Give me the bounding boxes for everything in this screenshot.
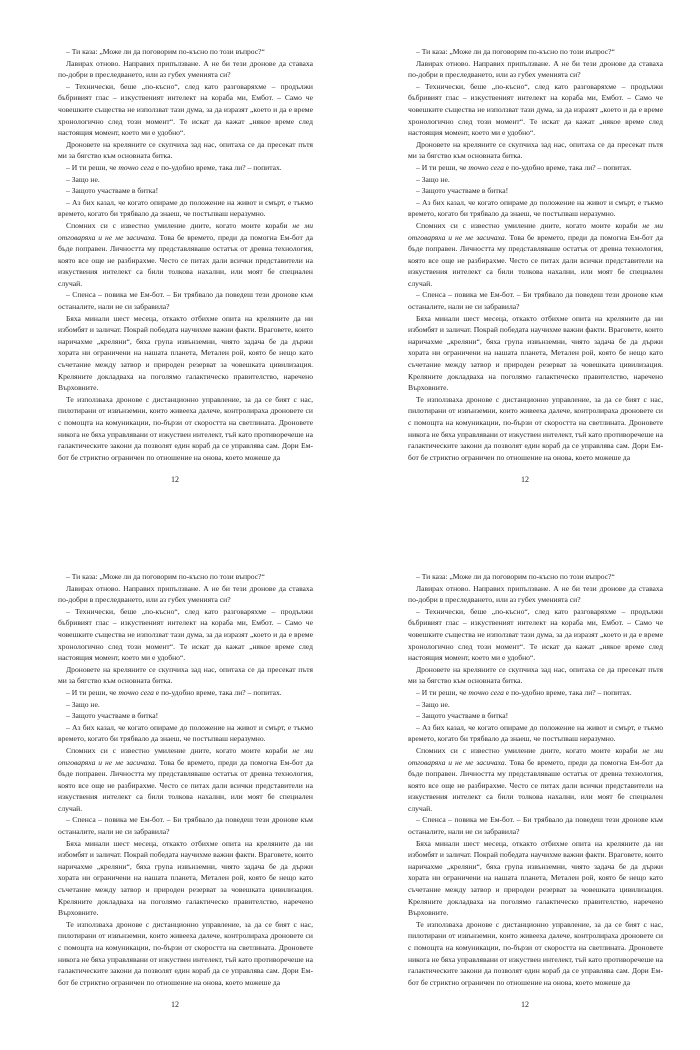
paragraph bbox=[58, 687, 313, 699]
text-run: – Ти каза: „Може ли да поговорим по-късно по този въпрос?“ bbox=[66, 47, 265, 56]
text-run: – Защо не. bbox=[66, 174, 100, 184]
text-run: Дроновете на креляните се скупчиха зад нас, опитаха се да пресекат пътя ми за бягство към основната битка. bbox=[408, 139, 663, 161]
italic-run: точно сега bbox=[468, 687, 504, 697]
text-run: Това бе времето, преди да помогна Ем-бот да бъде поправен. Личността му представляваше остатък от древна технология, която все още не разбирахме. Често се питах дали всички представители на изкуствения интелект са били толкова нахални, или моят бе специален случай. bbox=[408, 757, 663, 813]
paragraph bbox=[408, 606, 663, 664]
text-run: – Спенса – повика ме Ем-бот. – Би трябвало да поведеш тези дронове към останалите, нали не си забравила? bbox=[408, 290, 663, 312]
text-run: Дроновете на креляните се скупчиха зад нас, опитаха се да пресекат пътя ми за бягство към основната битка. bbox=[408, 664, 663, 686]
text-run: Бяха минали шест месеца, откакто отбихме опита на креляните да ни избомбят и заличат. Покрай победата научихме важни факти. Враговете, които наричахме „креляни“, бяха група извънземни, чиято задача бе да държи хората ни ограничени на нашата планета, Метален рой, която бе нещо като съчетание между затвор и природен резерват за човешката цивилизация. Креляните докладваха на поголямо галактическо правителство, наречено Върховните. bbox=[58, 313, 313, 393]
text-run: Лавирах отново. Направих припълзване. А не би тези дронове да ставаха по-добри в преследването, или аз губех уменията си? bbox=[58, 58, 313, 80]
paragraph bbox=[408, 814, 663, 837]
paragraph bbox=[58, 571, 313, 583]
text-run: – И ти реши, че bbox=[66, 162, 119, 172]
italic-run: точно сега bbox=[118, 162, 154, 172]
paragraph bbox=[58, 722, 313, 745]
page-text bbox=[408, 46, 663, 463]
text-run: – Защото участваме в битка! bbox=[66, 711, 159, 721]
paragraph bbox=[58, 289, 313, 312]
text-run: – Аз бих казал, че когато опираме до положение на живот и смърт, е тъкмо времето, когато би трябвало да знаеш, че постъпваш неразумно. bbox=[58, 722, 313, 744]
text-run: Дроновете на креляните се скупчиха зад нас, опитаха се да пресекат пътя ми за бягство към основната битка. bbox=[58, 664, 313, 686]
paragraph bbox=[58, 185, 313, 197]
page-text bbox=[58, 571, 313, 988]
paragraph bbox=[58, 220, 313, 290]
text-run: – Спенса – повика ме Ем-бот. – Би трябвало да поведеш тези дронове към останалите, нали не си забравила? bbox=[408, 815, 663, 837]
paragraph bbox=[58, 919, 313, 989]
paragraph bbox=[408, 571, 663, 583]
text-run: – Защо не. bbox=[66, 699, 100, 709]
paragraph bbox=[58, 197, 313, 220]
text-run: Спомних си с известно умиление дните, когато моите кораби bbox=[416, 745, 643, 755]
paragraph bbox=[58, 838, 313, 919]
paragraph bbox=[408, 313, 663, 394]
text-run: – Аз бих казал, че когато опираме до положение на живот и смърт, е тъкмо времето, когато би трябвало да знаеш, че постъпваш неразумно. bbox=[408, 197, 663, 219]
text-run: Бяха минали шест месеца, откакто отбихме опита на креляните да ни избомбят и заличат. Покрай победата научихме важни факти. Враговете, които наричахме „креляни“, бяха група извънземни, чиято задача бе да държи хората ни ограничени на нашата планета, Метален рой, която бе нещо като съчетание между затвор и природен резерват за човешката цивилизация. Креляните докладваха на поголямо галактическо правителство, наречено Върховните. bbox=[408, 313, 663, 393]
text-run: Спомних си с известно умиление дните, когато моите кораби bbox=[66, 220, 293, 230]
paragraph bbox=[408, 919, 663, 989]
page-text bbox=[58, 46, 313, 463]
paragraph bbox=[58, 394, 313, 464]
text-run: – Аз бих казал, че когато опираме до положение на живот и смърт, е тъкмо времето, когато би трябвало да знаеш, че постъпваш неразумно. bbox=[58, 197, 313, 219]
italic-run: точно сега bbox=[468, 162, 504, 172]
paragraph bbox=[58, 664, 313, 687]
text-run: Те използваха дронове с дистанционно управление, за да се бият с нас, пилотирани от извънземни, които живееха далече, контролираха дроновете си с помощта на комуникации, по-бързи от скоростта на светлината. Дроновете никога не бяха управлявани от изкуствен интелект, тъй като противоречеше на галактическите закони да позволят един кораб да се управлява сам. Дори Ем-бот бе стриктно ограничен по отношение на онова, което можеше да bbox=[58, 394, 313, 462]
paragraph bbox=[408, 583, 663, 606]
text-run: е по-удобно време, така ли? – попитах. bbox=[153, 162, 282, 172]
paragraph bbox=[408, 58, 663, 81]
paragraph bbox=[408, 174, 663, 186]
paragraph bbox=[408, 220, 663, 290]
paragraph bbox=[58, 606, 313, 664]
text-run: е по-удобно време, така ли? – попитах. bbox=[503, 162, 632, 172]
text-run: – Технически, беше „по-късно“, след като разговаряхме – продължи бъбривият глас – изкуственият интелект на кораба ми, Ембот. – Само че човешките същества не използват тази дума, за да изразят „което и да е време хронологично след този момент“. Те искат да кажат „някое време след настоящия момент, което ми е удобно“. bbox=[408, 606, 663, 663]
paragraph bbox=[408, 722, 663, 745]
paragraph bbox=[408, 745, 663, 815]
italic-run: точно сега bbox=[118, 687, 154, 697]
page-text bbox=[408, 571, 663, 988]
text-run: Дроновете на креляните се скупчиха зад нас, опитаха се да пресекат пътя ми за бягство към основната битка. bbox=[58, 139, 313, 161]
page-number: 12 bbox=[171, 475, 179, 484]
book-page-top-right bbox=[350, 0, 700, 525]
text-run: Те използваха дронове с дистанционно управление, за да се бият с нас, пилотирани от извънземни, които живееха далече, контролираха дроновете си с помощта на комуникации, по-бързи от скоростта на светлината. Дроновете никога не бяха управлявани от изкуствен интелект, тъй като противоречеше на галактическите закони да позволят един кораб да се управлява сам. Дори Ем-бот бе стриктно ограничен по отношение на онова, което можеше да bbox=[408, 394, 663, 462]
text-run: – И ти реши, че bbox=[416, 687, 469, 697]
paragraph bbox=[408, 139, 663, 162]
text-run: Лавирах отново. Направих припълзване. А не би тези дронове да ставаха по-добри в преследването, или аз губех уменията си? bbox=[408, 58, 663, 80]
text-run: Лавирах отново. Направих припълзване. А не би тези дронове да ставаха по-добри в преследването, или аз губех уменията си? bbox=[408, 583, 663, 605]
text-run: Това бе времето, преди да помогна Ем-бот да бъде поправен. Личността му представляваше остатък от древна технология, която все още не разбирахме. Често се питах дали всички представители на изкуствения интелект са били толкова нахални, или моят бе специален случай. bbox=[408, 232, 663, 288]
italic-run: не ми отговаряха и не ме засичаха. bbox=[408, 745, 663, 767]
text-run: – Ти каза: „Може ли да поговорим по-късно по този въпрос?“ bbox=[66, 572, 265, 581]
text-run: Бяха минали шест месеца, откакто отбихме опита на креляните да ни избомбят и заличат. Покрай победата научихме важни факти. Враговете, които наричахме „креляни“, бяха група извънземни, чиято задача бе да държи хората ни ограничени на нашата планета, Метален рой, която бе нещо като съчетание между затвор и природен резерват за човешката цивилизация. Креляните докладваха на поголямо галактическо правителство, наречено Върховните. bbox=[58, 838, 313, 918]
paragraph bbox=[408, 394, 663, 464]
paragraph bbox=[408, 687, 663, 699]
paragraph bbox=[58, 313, 313, 394]
text-run: Това бе времето, преди да помогна Ем-бот да бъде поправен. Личността му представляваше остатък от древна технология, която все още не разбирахме. Често се питах дали всички представители на изкуствения интелект са били толкова нахални, или моят бе специален случай. bbox=[58, 232, 313, 288]
text-run: Те използваха дронове с дистанционно управление, за да се бият с нас, пилотирани от извънземни, които живееха далече, контролираха дроновете си с помощта на комуникации, по-бързи от скоростта на светлината. Дроновете никога не бяха управлявани от изкуствен интелект, тъй като противоречеше на галактическите закони да позволят един кораб да се управлява сам. Дори Ем-бот бе стриктно ограничен по отношение на онова, което можеше да bbox=[408, 919, 663, 987]
italic-run: не ми отговаряха и не ме засичаха. bbox=[58, 745, 313, 767]
paragraph bbox=[408, 710, 663, 722]
paragraph bbox=[58, 162, 313, 174]
paragraph bbox=[408, 185, 663, 197]
paragraph bbox=[58, 583, 313, 606]
text-run: Това бе времето, преди да помогна Ем-бот да бъде поправен. Личността му представляваше остатък от древна технология, която все още не разбирахме. Често се питах дали всички представители на изкуствения интелект са били толкова нахални, или моят бе специален случай. bbox=[58, 757, 313, 813]
text-run: – И ти реши, че bbox=[416, 162, 469, 172]
paragraph bbox=[408, 699, 663, 711]
text-run: Спомних си с известно умиление дните, когато моите кораби bbox=[66, 745, 293, 755]
book-page-bottom-right bbox=[350, 525, 700, 1050]
text-run: – И ти реши, че bbox=[66, 687, 119, 697]
text-run: – Технически, беше „по-късно“, след като разговаряхме – продължи бъбривият глас – изкуственият интелект на кораба ми, Ембот. – Само че човешките същества не използват тази дума, за да изразят „което и да е време хронологично след този момент“. Те искат да кажат „някое време след настоящия момент, което ми е удобно“. bbox=[58, 606, 313, 663]
text-run: Спомних си с известно умиление дните, когато моите кораби bbox=[416, 220, 643, 230]
paragraph bbox=[58, 174, 313, 186]
text-run: – Технически, беше „по-късно“, след като разговаряхме – продължи бъбривият глас – изкуственият интелект на кораба ми, Ембот. – Само че човешките същества не използват тази дума, за да изразят „което и да е време хронологично след този момент“. Те искат да кажат „някое време след настоящия момент, което ми е удобно“. bbox=[58, 81, 313, 138]
italic-run: не ми отговаряха и не ме засичаха. bbox=[58, 220, 313, 242]
paragraph bbox=[58, 58, 313, 81]
paragraph bbox=[58, 81, 313, 139]
book-page-top-left bbox=[0, 0, 350, 525]
text-run: Те използваха дронове с дистанционно управление, за да се бият с нас, пилотирани от извънземни, които живееха далече, контролираха дроновете си с помощта на комуникации, по-бързи от скоростта на светлината. Дроновете никога не бяха управлявани от изкуствен интелект, тъй като противоречеше на галактическите закони да позволят един кораб да се управлява сам. Дори Ем-бот бе стриктно ограничен по отношение на онова, което можеше да bbox=[58, 919, 313, 987]
page-number: 12 bbox=[521, 475, 529, 484]
paragraph bbox=[408, 197, 663, 220]
page-number: 12 bbox=[521, 1000, 529, 1009]
paragraph bbox=[408, 162, 663, 174]
text-run: – Защото участваме в битка! bbox=[416, 186, 509, 196]
text-run: – Ти каза: „Може ли да поговорим по-късно по този въпрос?“ bbox=[416, 47, 615, 56]
paragraph bbox=[58, 745, 313, 815]
paragraph bbox=[58, 814, 313, 837]
text-run: – Ти каза: „Може ли да поговорим по-късно по този въпрос?“ bbox=[416, 572, 615, 581]
paragraph bbox=[408, 81, 663, 139]
text-run: – Защото участваме в битка! bbox=[416, 711, 509, 721]
page-number: 12 bbox=[171, 1000, 179, 1009]
text-run: е по-удобно време, така ли? – попитах. bbox=[153, 687, 282, 697]
text-run: – Спенса – повика ме Ем-бот. – Би трябвало да поведеш тези дронове към останалите, нали не си забравила? bbox=[58, 290, 313, 312]
paragraph bbox=[58, 699, 313, 711]
text-run: – Защо не. bbox=[416, 174, 450, 184]
paragraph bbox=[58, 139, 313, 162]
paragraph bbox=[408, 838, 663, 919]
text-run: – Аз бих казал, че когато опираме до положение на живот и смърт, е тъкмо времето, когато би трябвало да знаеш, че постъпваш неразумно. bbox=[408, 722, 663, 744]
text-run: – Спенса – повика ме Ем-бот. – Би трябвало да поведеш тези дронове към останалите, нали не си забравила? bbox=[58, 815, 313, 837]
text-run: – Защо не. bbox=[416, 699, 450, 709]
paragraph bbox=[408, 46, 663, 58]
italic-run: не ми отговаряха и не ме засичаха. bbox=[408, 220, 663, 242]
paragraph bbox=[58, 710, 313, 722]
text-run: – Защото участваме в битка! bbox=[66, 186, 159, 196]
paragraph bbox=[408, 289, 663, 312]
text-run: Лавирах отново. Направих припълзване. А не би тези дронове да ставаха по-добри в преследването, или аз губех уменията си? bbox=[58, 583, 313, 605]
paragraph bbox=[58, 46, 313, 58]
book-page-bottom-left bbox=[0, 525, 350, 1050]
text-run: – Технически, беше „по-късно“, след като разговаряхме – продължи бъбривият глас – изкуственият интелект на кораба ми, Ембот. – Само че човешките същества не използват тази дума, за да изразят „което и да е време хронологично след този момент“. Те искат да кажат „някое време след настоящия момент, което ми е удобно“. bbox=[408, 81, 663, 138]
paragraph bbox=[408, 664, 663, 687]
text-run: е по-удобно време, така ли? – попитах. bbox=[503, 687, 632, 697]
text-run: Бяха минали шест месеца, откакто отбихме опита на креляните да ни избомбят и заличат. Покрай победата научихме важни факти. Враговете, които наричахме „креляни“, бяха група извънземни, чиято задача бе да държи хората ни ограничени на нашата планета, Метален рой, която бе нещо като съчетание между затвор и природен резерват за човешката цивилизация. Креляните докладваха на поголямо галактическо правителство, наречено Върховните. bbox=[408, 838, 663, 918]
